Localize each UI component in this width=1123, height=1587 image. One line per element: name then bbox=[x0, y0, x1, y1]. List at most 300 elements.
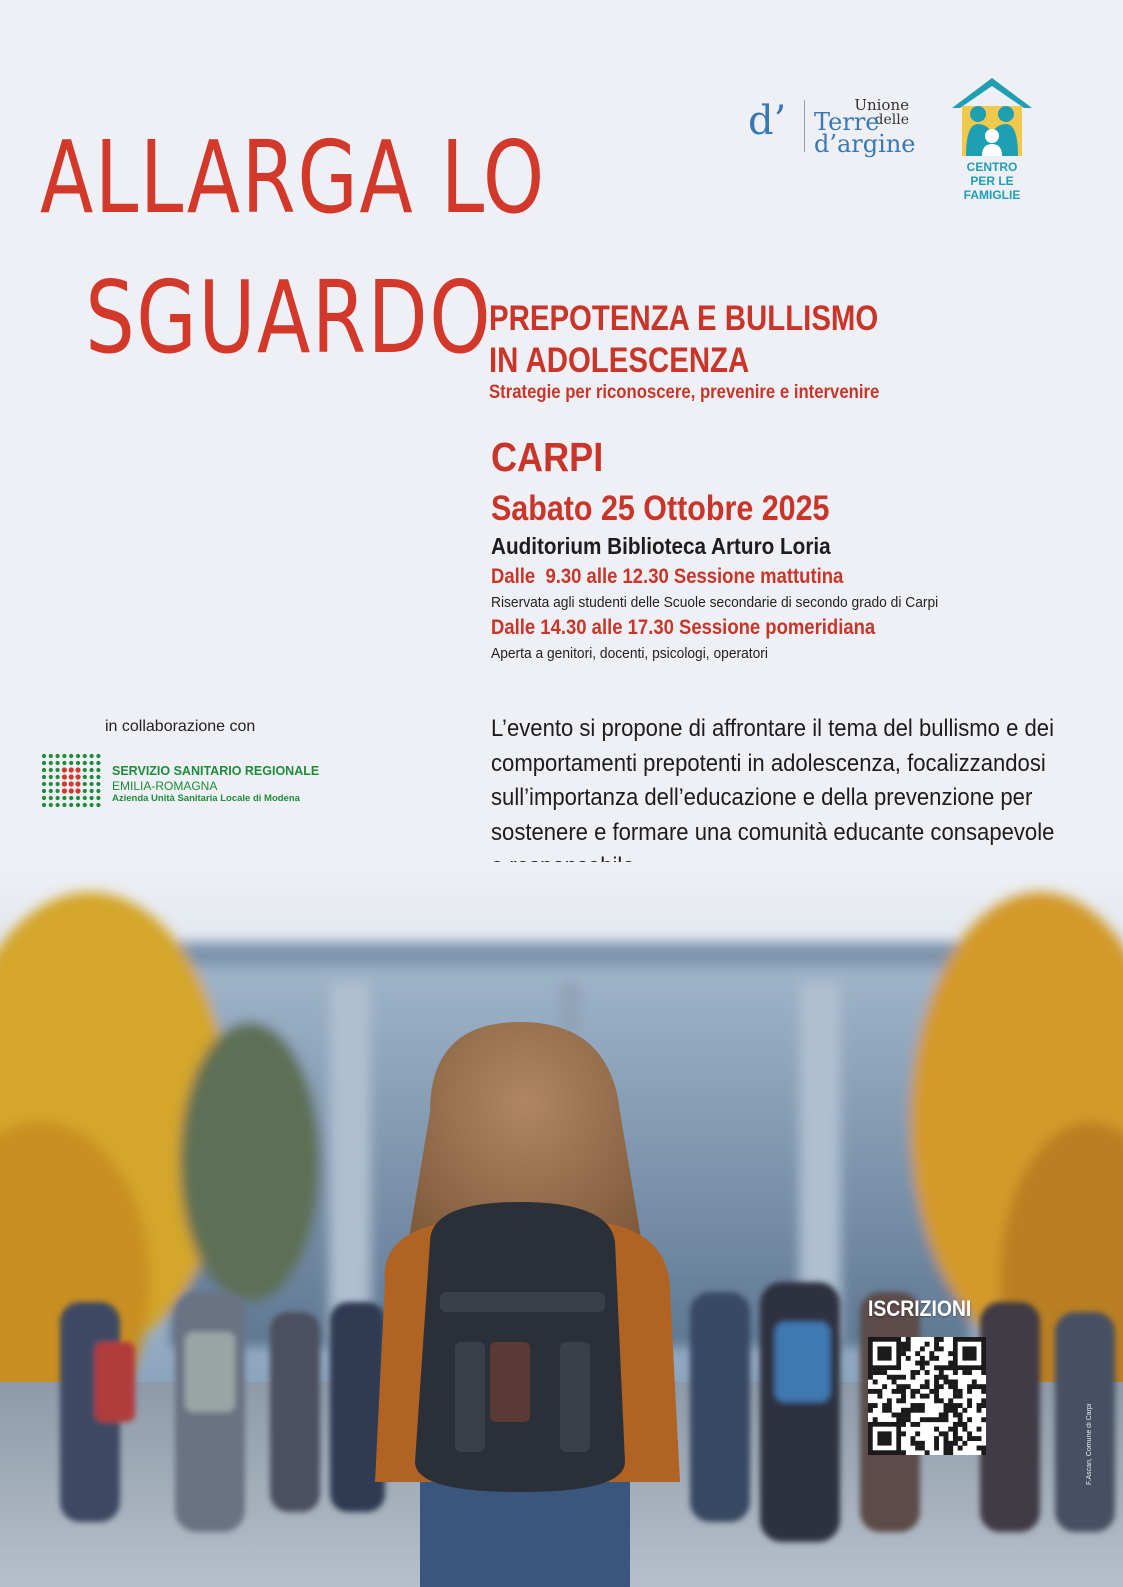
qr-module bbox=[906, 1408, 911, 1413]
logo-dot bbox=[42, 768, 46, 772]
servizio-sanitario-logo bbox=[40, 752, 340, 810]
qr-module bbox=[953, 1436, 958, 1441]
qr-module bbox=[967, 1436, 972, 1441]
qr-module bbox=[948, 1361, 953, 1366]
qr-module bbox=[896, 1389, 901, 1394]
qr-module bbox=[934, 1417, 939, 1422]
qr-module bbox=[944, 1408, 949, 1413]
logo-dot bbox=[62, 774, 67, 779]
qr-module bbox=[882, 1403, 887, 1408]
qr-module bbox=[944, 1413, 949, 1418]
qr-module bbox=[910, 1370, 915, 1375]
qr-module bbox=[944, 1441, 949, 1446]
qr-module bbox=[944, 1375, 949, 1380]
logo-dot bbox=[90, 796, 94, 800]
delle-word: delle bbox=[874, 112, 909, 128]
logo-dot bbox=[96, 796, 100, 800]
qr-module bbox=[892, 1379, 897, 1384]
qr-module bbox=[896, 1413, 901, 1418]
qr-module bbox=[944, 1417, 949, 1422]
qr-module bbox=[944, 1431, 949, 1436]
logo-dot bbox=[49, 796, 53, 800]
qr-module bbox=[967, 1370, 972, 1375]
qr-module bbox=[948, 1408, 953, 1413]
qr-module bbox=[915, 1361, 920, 1366]
qr-module bbox=[948, 1365, 953, 1370]
qr-module bbox=[877, 1389, 882, 1394]
qr-module bbox=[958, 1413, 963, 1418]
qr-module bbox=[925, 1384, 930, 1389]
logo-dot bbox=[42, 789, 46, 793]
qr-module bbox=[892, 1389, 897, 1394]
qr-module bbox=[967, 1398, 972, 1403]
qr-module bbox=[953, 1422, 958, 1427]
qr-module bbox=[981, 1403, 986, 1408]
qr-module bbox=[901, 1417, 906, 1422]
logo-dot bbox=[62, 781, 67, 786]
qr-module bbox=[915, 1351, 920, 1356]
qr-module bbox=[939, 1346, 944, 1351]
logo-dot bbox=[90, 775, 94, 779]
logo-dot bbox=[56, 789, 60, 793]
qr-module bbox=[958, 1417, 963, 1422]
qr-module bbox=[948, 1441, 953, 1446]
qr-module bbox=[953, 1427, 958, 1432]
qr-module bbox=[977, 1408, 982, 1413]
qr-module bbox=[948, 1450, 953, 1455]
logo-dot bbox=[83, 754, 87, 758]
qr-module bbox=[906, 1346, 911, 1351]
qr-module bbox=[873, 1389, 878, 1394]
qr-module bbox=[934, 1389, 939, 1394]
qr-module bbox=[910, 1375, 915, 1380]
logo-dot bbox=[83, 761, 87, 765]
qr-module bbox=[939, 1413, 944, 1418]
qr-module bbox=[925, 1361, 930, 1366]
logo-dot bbox=[75, 774, 80, 779]
qr-module bbox=[934, 1379, 939, 1384]
logo-dot bbox=[96, 782, 100, 786]
logo-dot bbox=[96, 775, 100, 779]
house-family-icon bbox=[944, 72, 1040, 160]
logo-dot bbox=[69, 761, 73, 765]
logo-dot bbox=[62, 796, 66, 800]
qr-module bbox=[934, 1342, 939, 1347]
qr-module bbox=[981, 1384, 986, 1389]
qr-module bbox=[877, 1370, 882, 1375]
centro-line-1: CENTRO bbox=[966, 160, 1018, 174]
logo-dot bbox=[42, 775, 46, 779]
qr-module bbox=[901, 1431, 906, 1436]
logo-dot bbox=[69, 803, 73, 807]
qr-module bbox=[944, 1365, 949, 1370]
logo-dot bbox=[75, 788, 80, 793]
qr-module bbox=[906, 1342, 911, 1347]
qr-module bbox=[906, 1384, 911, 1389]
ssr-line-3: Azienda Unità Sanitaria Locale di Modena bbox=[112, 793, 300, 804]
logo-dot bbox=[90, 789, 94, 793]
qr-module bbox=[939, 1370, 944, 1375]
logo-dot bbox=[49, 789, 53, 793]
qr-module bbox=[967, 1389, 972, 1394]
logo-dot bbox=[69, 788, 74, 793]
qr-module bbox=[953, 1394, 958, 1399]
logo-dot bbox=[62, 754, 66, 758]
logo-divider bbox=[804, 100, 805, 152]
qr-module bbox=[939, 1337, 944, 1342]
logo-dot bbox=[56, 761, 60, 765]
qr-module bbox=[915, 1389, 920, 1394]
qr-module bbox=[901, 1413, 906, 1418]
qr-module bbox=[910, 1408, 915, 1413]
qr-module bbox=[944, 1379, 949, 1384]
qr-module bbox=[967, 1384, 972, 1389]
qr-module bbox=[929, 1356, 934, 1361]
morning-session-time: Dalle 9.30 alle 12.30 Sessione mattutina bbox=[491, 565, 844, 588]
logo-dot bbox=[96, 761, 100, 765]
qr-module bbox=[958, 1422, 963, 1427]
qr-module bbox=[962, 1441, 967, 1446]
qr-module bbox=[939, 1417, 944, 1422]
qr-module bbox=[868, 1408, 873, 1413]
qr-module bbox=[920, 1446, 925, 1451]
logo-dot bbox=[56, 803, 60, 807]
qr-module bbox=[953, 1379, 958, 1384]
ssr-line-1: SERVIZIO SANITARIO REGIONALE bbox=[112, 764, 320, 778]
logo-dot bbox=[42, 782, 46, 786]
logo-dot bbox=[49, 761, 53, 765]
qr-module bbox=[892, 1413, 897, 1418]
qr-module bbox=[934, 1375, 939, 1380]
qr-module bbox=[925, 1379, 930, 1384]
qr-finder bbox=[877, 1346, 891, 1360]
qr-module bbox=[958, 1394, 963, 1399]
logo-dot bbox=[62, 767, 67, 772]
logo-dot bbox=[49, 782, 53, 786]
qr-module bbox=[910, 1394, 915, 1399]
qr-module bbox=[948, 1398, 953, 1403]
qr-module bbox=[901, 1450, 906, 1455]
qr-module bbox=[901, 1342, 906, 1347]
photo-credit: F.Ascari, Comune di Carpi bbox=[1086, 1403, 1093, 1485]
event-description: L’evento si propone di affrontare il tema del bullismo e dei comportamenti prepotenti in adolescenza, focalizzandosi sull’importanza dell’educazione e della prevenzione per sostenere e formare una comunità educante consapevole bbox=[491, 715, 1055, 846]
qr-module bbox=[873, 1370, 878, 1375]
logo-dot bbox=[62, 761, 66, 765]
unione-terre-dargine-logo bbox=[748, 96, 923, 166]
qr-module bbox=[934, 1436, 939, 1441]
logo-dot bbox=[56, 775, 60, 779]
qr-module bbox=[925, 1450, 930, 1455]
logo-dot bbox=[76, 761, 80, 765]
qr-module bbox=[906, 1356, 911, 1361]
qr-module bbox=[868, 1375, 873, 1380]
logo-dot bbox=[49, 803, 53, 807]
qr-module bbox=[958, 1389, 963, 1394]
qr-module bbox=[901, 1384, 906, 1389]
qr-module bbox=[967, 1403, 972, 1408]
qr-module bbox=[920, 1356, 925, 1361]
logo-dot bbox=[69, 774, 74, 779]
qr-module bbox=[962, 1427, 967, 1432]
logo-dot bbox=[56, 782, 60, 786]
qr-module bbox=[920, 1394, 925, 1399]
qr-module bbox=[920, 1365, 925, 1370]
qr-module bbox=[939, 1365, 944, 1370]
qr-module bbox=[873, 1403, 878, 1408]
qr-module bbox=[915, 1370, 920, 1375]
qr-module bbox=[962, 1422, 967, 1427]
qr-module bbox=[910, 1403, 915, 1408]
qr-module bbox=[977, 1427, 982, 1432]
qr-module bbox=[939, 1398, 944, 1403]
qr-module bbox=[972, 1384, 977, 1389]
qr-module bbox=[934, 1427, 939, 1432]
logo-dot bbox=[90, 761, 94, 765]
qr-module bbox=[934, 1441, 939, 1446]
qr-module bbox=[887, 1408, 892, 1413]
qr-module bbox=[896, 1375, 901, 1380]
qr-module bbox=[944, 1436, 949, 1441]
morning-session-note: Riservata agli studenti delle Scuole secondarie di secondo grado di Carpi bbox=[491, 594, 939, 611]
qr-module bbox=[901, 1408, 906, 1413]
logo-dot bbox=[42, 761, 46, 765]
qr-module bbox=[981, 1370, 986, 1375]
qr-module bbox=[981, 1398, 986, 1403]
afternoon-session-note: Aperta a genitori, docenti, psicologi, operatori bbox=[491, 645, 768, 662]
qr-module bbox=[934, 1384, 939, 1389]
qr-module bbox=[953, 1370, 958, 1375]
centro-per-le-famiglie-logo bbox=[944, 72, 1040, 202]
logo-dot bbox=[56, 796, 60, 800]
qr-module bbox=[953, 1384, 958, 1389]
qr-module bbox=[920, 1408, 925, 1413]
qr-module bbox=[929, 1417, 934, 1422]
qr-module bbox=[977, 1384, 982, 1389]
qr-module bbox=[901, 1375, 906, 1380]
afternoon-session-time: Dalle 14.30 alle 17.30 Sessione pomeridiana bbox=[491, 616, 876, 639]
qr-module bbox=[882, 1384, 887, 1389]
logo-dot bbox=[83, 803, 87, 807]
logo-dot bbox=[96, 803, 100, 807]
qr-module bbox=[920, 1361, 925, 1366]
logo-dot bbox=[83, 796, 87, 800]
unione-logo-mark: d’ bbox=[748, 98, 787, 144]
logo-dot bbox=[49, 754, 53, 758]
qr-module bbox=[944, 1446, 949, 1451]
logo-dot bbox=[96, 768, 100, 772]
qr-module bbox=[948, 1379, 953, 1384]
logo-dot bbox=[96, 754, 100, 758]
logo-dot bbox=[83, 768, 87, 772]
qr-module bbox=[958, 1403, 963, 1408]
logo-dot bbox=[75, 767, 80, 772]
qr-module bbox=[892, 1375, 897, 1380]
logo-dot bbox=[76, 803, 80, 807]
qr-module bbox=[868, 1403, 873, 1408]
registration-label: ISCRIZIONI bbox=[868, 1296, 972, 1321]
qr-module bbox=[887, 1403, 892, 1408]
event-tagline: Strategie per riconoscere, prevenire e intervenire bbox=[489, 382, 880, 403]
qr-module bbox=[948, 1446, 953, 1451]
subtitle-line-2: IN ADOLESCENZA bbox=[489, 341, 750, 380]
centro-line-2: PER LE FAMIGLIE bbox=[963, 174, 1021, 202]
qr-module bbox=[939, 1431, 944, 1436]
logo-dot bbox=[49, 768, 53, 772]
qr-module bbox=[901, 1346, 906, 1351]
event-subtitle bbox=[489, 298, 878, 382]
qr-module bbox=[901, 1422, 906, 1427]
qr-module bbox=[934, 1337, 939, 1342]
qr-module bbox=[906, 1413, 911, 1418]
logo-dot bbox=[83, 789, 87, 793]
qr-module bbox=[873, 1379, 878, 1384]
qr-module bbox=[887, 1375, 892, 1380]
logo-dot bbox=[69, 754, 73, 758]
qr-finder bbox=[877, 1431, 891, 1445]
qr-module bbox=[981, 1446, 986, 1451]
qr-module bbox=[934, 1446, 939, 1451]
qr-module bbox=[901, 1389, 906, 1394]
logo-dot bbox=[90, 754, 94, 758]
qr-module bbox=[915, 1422, 920, 1427]
qr-module bbox=[910, 1389, 915, 1394]
collaboration-label: in collaborazione con bbox=[105, 718, 256, 735]
qr-module bbox=[868, 1389, 873, 1394]
poster-title bbox=[40, 108, 546, 388]
qr-module bbox=[934, 1398, 939, 1403]
qr-module bbox=[953, 1403, 958, 1408]
qr-module bbox=[915, 1441, 920, 1446]
qr-module bbox=[944, 1450, 949, 1455]
campus-photo bbox=[0, 862, 1123, 1587]
qr-module bbox=[887, 1398, 892, 1403]
logo-dot bbox=[90, 782, 94, 786]
qr-module bbox=[877, 1394, 882, 1399]
qr-module bbox=[977, 1446, 982, 1451]
qr-module bbox=[948, 1351, 953, 1356]
qr-module bbox=[962, 1408, 967, 1413]
qr-module bbox=[958, 1436, 963, 1441]
logo-dot bbox=[83, 775, 87, 779]
qr-module bbox=[967, 1417, 972, 1422]
qr-module bbox=[906, 1417, 911, 1422]
qr-module bbox=[915, 1403, 920, 1408]
logo-dot bbox=[69, 781, 74, 786]
qr-module bbox=[873, 1417, 878, 1422]
logo-dot bbox=[56, 754, 60, 758]
qr-module bbox=[910, 1441, 915, 1446]
logo-dot bbox=[49, 775, 53, 779]
qr-module bbox=[981, 1417, 986, 1422]
unione-word: Unione bbox=[854, 96, 909, 114]
qr-module bbox=[981, 1389, 986, 1394]
qr-module bbox=[925, 1394, 930, 1399]
qr-module bbox=[953, 1441, 958, 1446]
qr-module bbox=[934, 1394, 939, 1399]
qr-module bbox=[972, 1436, 977, 1441]
logo-dot bbox=[76, 754, 80, 758]
qr-module bbox=[925, 1342, 930, 1347]
logo-dot bbox=[56, 768, 60, 772]
qr-module bbox=[934, 1365, 939, 1370]
qr-module bbox=[901, 1398, 906, 1403]
logo-dot bbox=[76, 796, 80, 800]
qr-module bbox=[953, 1408, 958, 1413]
qr-module bbox=[929, 1351, 934, 1356]
qr-module bbox=[910, 1422, 915, 1427]
dot-grid-logo bbox=[40, 752, 102, 810]
qr-module bbox=[953, 1389, 958, 1394]
event-venue: Auditorium Biblioteca Arturo Loria bbox=[491, 533, 831, 559]
qr-module bbox=[929, 1389, 934, 1394]
qr-code-icon[interactable] bbox=[868, 1337, 986, 1455]
qr-module bbox=[915, 1408, 920, 1413]
ssr-line-2: EMILIA-ROMAGNA bbox=[112, 779, 218, 793]
qr-module bbox=[967, 1431, 972, 1436]
event-city: CARPI bbox=[491, 434, 604, 480]
qr-module bbox=[920, 1441, 925, 1446]
logo-dot bbox=[62, 788, 67, 793]
qr-module bbox=[925, 1417, 930, 1422]
logo-dot bbox=[75, 781, 80, 786]
subtitle-line-1: PREPOTENZA E BULLISMO bbox=[489, 299, 879, 338]
qr-module bbox=[920, 1384, 925, 1389]
qr-module bbox=[953, 1431, 958, 1436]
qr-module bbox=[948, 1427, 953, 1432]
qr-module bbox=[915, 1431, 920, 1436]
logo-dot bbox=[42, 803, 46, 807]
qr-module bbox=[882, 1370, 887, 1375]
title-line-1: ALLARGA LO bbox=[40, 119, 546, 236]
qr-module bbox=[910, 1436, 915, 1441]
logo-dot bbox=[69, 796, 73, 800]
qr-finder bbox=[962, 1346, 976, 1360]
qr-module bbox=[953, 1413, 958, 1418]
qr-module bbox=[901, 1394, 906, 1399]
qr-module bbox=[962, 1370, 967, 1375]
qr-module bbox=[948, 1384, 953, 1389]
logo-dot bbox=[42, 754, 46, 758]
logo-dot bbox=[83, 782, 87, 786]
qr-module bbox=[977, 1436, 982, 1441]
title-line-2: SGUARDO bbox=[85, 259, 493, 376]
logo-dot bbox=[42, 796, 46, 800]
qr-module bbox=[920, 1346, 925, 1351]
centro-logo-label bbox=[944, 160, 1040, 202]
qr-module bbox=[939, 1375, 944, 1380]
logo-dot bbox=[90, 768, 94, 772]
qr-module bbox=[948, 1403, 953, 1408]
logo-dot bbox=[62, 803, 66, 807]
qr-module bbox=[977, 1403, 982, 1408]
logo-dot bbox=[69, 767, 74, 772]
qr-module bbox=[972, 1379, 977, 1384]
qr-module bbox=[981, 1450, 986, 1455]
dargine-word: d’argine bbox=[814, 130, 916, 158]
logo-dot bbox=[96, 789, 100, 793]
qr-module bbox=[920, 1417, 925, 1422]
qr-module bbox=[925, 1370, 930, 1375]
qr-module bbox=[896, 1384, 901, 1389]
qr-module bbox=[915, 1446, 920, 1451]
logo-dot bbox=[90, 803, 94, 807]
qr-module bbox=[934, 1346, 939, 1351]
qr-module bbox=[939, 1384, 944, 1389]
terre-word: Terre bbox=[814, 108, 880, 136]
event-date: Sabato 25 Ottobre 2025 bbox=[491, 489, 830, 528]
qr-module bbox=[882, 1408, 887, 1413]
qr-module bbox=[934, 1356, 939, 1361]
